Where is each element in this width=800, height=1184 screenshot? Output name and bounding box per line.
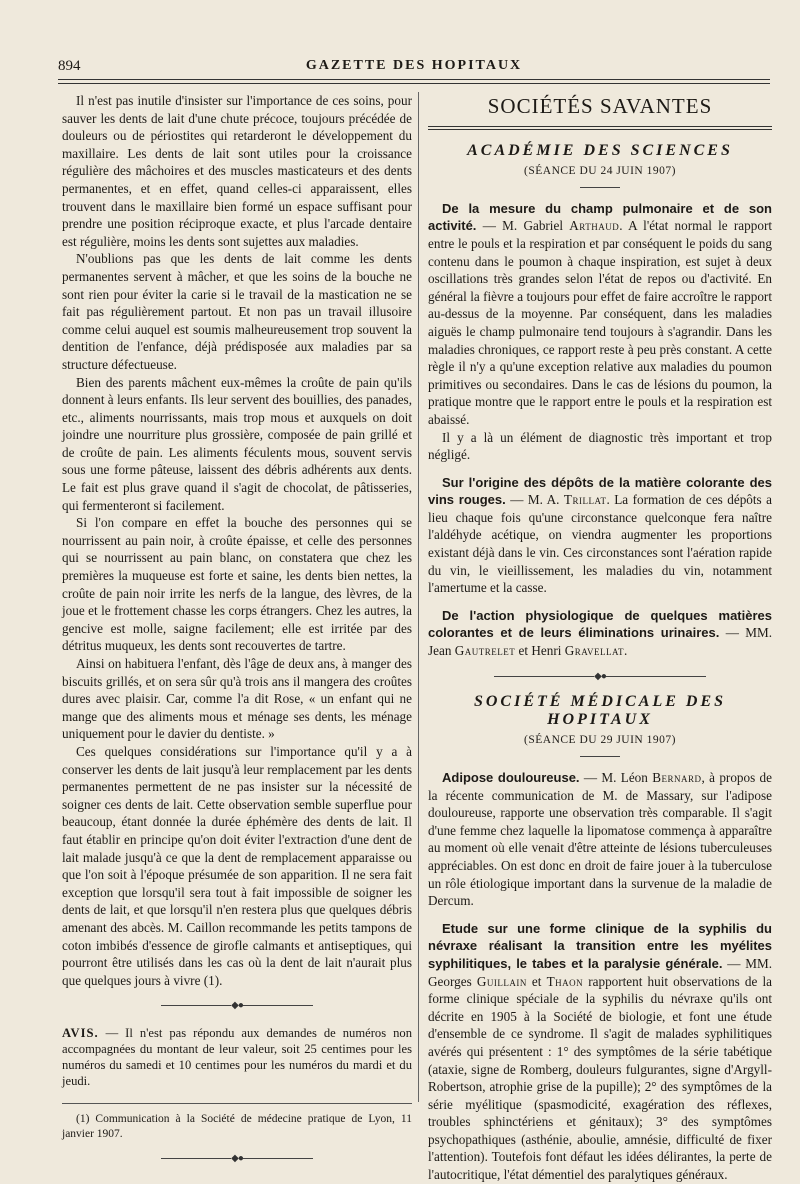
paragraph: Il y a là un élément de diagnostic très important et trop négligé. (428, 429, 772, 463)
article-heading: De la mesure du champ pulmonaire et de son activité. (428, 200, 772, 234)
section-title: SOCIÉTÉS SAVANTES (487, 94, 713, 118)
article-text: , à propos de la récente communication de M. de Massary, sur l'adipose douloureuse, rapporte une observation très comparable. Il s'agit d'une femme chez laquelle la lipomatose commença à apparaître au moment où elle venait d'être atteinte de lésions tuberculeuses appréciables. On est donc en droit de faire jouer à la tuberculose un rôle étiologique important dans la survenue de la maladie de Dercum. (428, 770, 773, 909)
article-heading: Adipose douloureuse. (442, 770, 580, 785)
article-dash: — M. Léon (579, 770, 653, 785)
conjunction: et Henri (515, 643, 565, 659)
article-dash: — M. A. (505, 492, 564, 508)
article-text: . A l'état normal le rapport entre le pouls et la respiration et par conséquent le poids du sang contenu dans le poumon à chaque inspiration, est sujet à deux oscillations très grandes selon l'état de repos ou d'activité. En général la fièvre a toujours pour effet de faire accroître le rapport au-dessus de la moyenne. Par conséquent, dans les maladies aiguës le champ pulmonaire tend toujours à s'agrandir. Dans les maladies chroniques, ce rapport reste à peu près constant. A cette règle il n'y a qu'une exception relative aux maladies du poumon primitives ou secondaires. Dans le cas de lésions du poumon, la pratique montre que le rapport entre le pouls et la respiration est abaissé. (428, 218, 772, 427)
header-rule-secondary (58, 83, 770, 84)
article-heading: Etude sur une forme clinique de la syphilis du névraxe réalisant la transition entre les myélites syphilitiques, le tabes et la paralysie générale. (428, 920, 772, 971)
article-text: rapportent huit observations de la forme clinique spéciale de la syphilis du névraxe qu'ils ont décrite en 1905 à la Société de biologie, et font une étude d'ensemble de ce syndrome. Il s'agit de malades syphilitiques avérés qui présentent : 1° des symptômes de la série tabétique (ataxie, signe de Romberg, douleurs fulgurantes, signe d'Argyll-Robertson, atrophie grise de la pupille); 2° des symptômes de la série myélitique (spasmodicité, exagération des réflexes, troubles sphinctériens et génitaux); 3° des symptômes psychopathiques (asthénie, aboulie, amnésie, difficulté de fixer l'attention). Toutefois font défaut les idées délirantes, la perte de l'autocritique, l'état démentiel des paralytiques généraux. (428, 973, 772, 1183)
author: Thaon (546, 973, 584, 989)
article (428, 769, 772, 910)
author: Gautrelet (454, 643, 516, 659)
running-title: GAZETTE DES HOPITAUX (305, 58, 523, 73)
article (428, 200, 772, 429)
paragraph: Il n'est pas inutile d'insister sur l'importance de ces soins, pour sauver les dents de lait d'une chute précoce, toujours précédée de douleurs ou de périostites qui retarderont le développement du maxillaire. Les dents de lait sont utiles pour la croissance régulière des mâchoires et des muscles masticateurs et des dents permanentes, et en effet, quand celles-ci apparaissent, elles trouvent dans le maxillaire bien formé un espace suffisant pour prendre une position réciproque exacte, et plus l'arcade dentaire est régulière, moins les dents sont sujettes aux maladies. (62, 93, 412, 249)
article (428, 474, 772, 597)
author: Arthaud (569, 218, 620, 234)
article (428, 607, 772, 660)
paragraph: Si l'on compare en effet la bouche des personnes qui se nourrissent au pain noir, à croûte épaisse, et celle des personnes qui se nourrissent au pain blanc, on constatera que chez les premières la muqueuse est forte et saine, les dents bien nettes, la croûte de pain noir irrite les nerfs de la langue, des lèvres, de la joue et le frottement chasse les corps étrangers. Chez les autres, la gencive est molle, saigne facilement; elle est irritée par des détritus muqueux, les dents sont recouvertes de tartre. (62, 515, 412, 654)
author: Trillat (563, 492, 607, 508)
article (428, 920, 772, 1184)
session-date: (SÉANCE DU 24 JUIN 1907) (524, 165, 676, 178)
page-number: 894 (58, 58, 81, 74)
footnote-rule (62, 1103, 412, 1104)
session-date: (SÉANCE DU 29 JUIN 1907) (524, 734, 676, 747)
notice-label: AVIS. (62, 1025, 99, 1040)
column-divider (418, 92, 419, 1102)
paragraph: Ainsi on habituera l'enfant, dès l'âge de deux ans, à manger des biscuits grillés, et on sera sûr qu'à trois ans il mangera des croûtes dures avec plaisir. Car, comme l'a dit Rose, « un enfant qui ne mange que des aliments mous et ménage ses dents, les ménage uniquement pour le davier du dentiste. » (62, 656, 412, 742)
article-heading: De l'action physiologique de quelques matières colorantes et de leurs éliminations urinaires. (428, 607, 772, 641)
ornament-divider: ◆● (62, 997, 412, 1015)
period: . (624, 643, 628, 659)
paragraph: N'oublions pas que les dents de lait comme les dents permanentes servent à mâcher, et que les soins de la bouche ne sont rien pour éviter la carie si le travail de la mastication ne se fait pas régulièrement partout. Et non pas un travail illusoire comme celui auquel est soumis malheureusement trop souvent la dentition de l'enfance, déjà prédisposée aux maladies par sa structure défectueuse. (62, 251, 412, 372)
short-rule (580, 187, 620, 188)
page-header (58, 58, 770, 80)
conjunction: et (526, 973, 547, 989)
society-heading: SOCIÉTÉ MÉDICALE DES HOPITAUX (473, 693, 727, 728)
ornament-divider: ◆● (62, 1150, 412, 1168)
society-heading: ACADÉMIE DES SCIENCES (467, 141, 733, 159)
ornament-divider: ◆● (428, 668, 772, 686)
article-dash: — MM. Georges (428, 955, 772, 989)
section-rule (428, 126, 772, 130)
header-rule (58, 79, 770, 80)
short-rule (580, 756, 620, 757)
paragraph: Bien des parents mâchent eux-mêmes la croûte de pain qu'ils donnent à leurs enfants. Ils leur servent des bouillies, des panades, etc., aliments nourrissants, mais trop mous et auxquels on doit joindre une nourriture plus grossière, composée de pain grillé et de croûte de pain. Les aliments féculents mous, souvent servis sous une forme pâteuse, laissent des débris adhérents aux dents. Le fait est plus grave quand il s'agit de chocolat, de pâtisseries, qui fermenteront si facilement. (62, 374, 412, 513)
article-dash: — M. Gabriel (476, 218, 570, 234)
footnote: (1) Communication à la Société de médecine pratique de Lyon, 11 janvier 1907. (62, 1112, 412, 1140)
author: Guillain (476, 973, 527, 989)
article-dash: — MM. Jean (428, 625, 772, 659)
left-column (62, 92, 412, 1175)
author: Bernard (652, 770, 702, 785)
author: Gravellat (564, 643, 625, 659)
article-text: . La formation de ces dépôts a lieu chaque fois qu'une circonstance quelconque fera naître l'aldéhyde acétique, on viendra augmenter les proportions existant déjà dans le vin. Ces circonstances sont l'aération rapide du vin, le vieillissement, les maladies du vin, notamment l'amertume et la casse. (428, 492, 773, 596)
right-column (428, 92, 772, 1184)
paragraph: Ces quelques considérations sur l'importance qu'il y a à conserver les dents de lait jusqu'à leur remplacement par les dents permanentes permettent de ne pas insister sur la nécessité de soigner ces dents de lait. Cette observation semble superflue pour beaucoup, étant donnée la durée éphémère des dents de lait. Il faut établir en principe qu'on doit éviter l'extraction d'une dent de lait malade jusqu'à ce que la dent de remplacement apparaisse ou que l'on soit à l'époque présumée de son apparition. Il ne sera fait exception que lorsqu'il sera tout à fait impossible de soigner les dents de lait, et que lorsqu'il n'en restera plus que quelques débris amenant des abcès. M. Caillon recommande les petits tampons de coton imbibés d'essence de girofle calmants et antiseptiques, qui pourront être utilisés dans les cas où la dent de lait n'aurait plus que quelques jours à vivre (1). (62, 743, 412, 988)
article-heading: Sur l'origine des dépôts de la matière colorante des vins rouges. (428, 474, 772, 508)
notice-paragraph (62, 1025, 412, 1089)
notice-text: — Il n'est pas répondu aux demandes de numéros non accompagnées du montant de leur valeur, soit 25 centimes pour les numéros du samedi et 10 centimes pour les numéros du mardi et du jeudi. (62, 1025, 412, 1088)
